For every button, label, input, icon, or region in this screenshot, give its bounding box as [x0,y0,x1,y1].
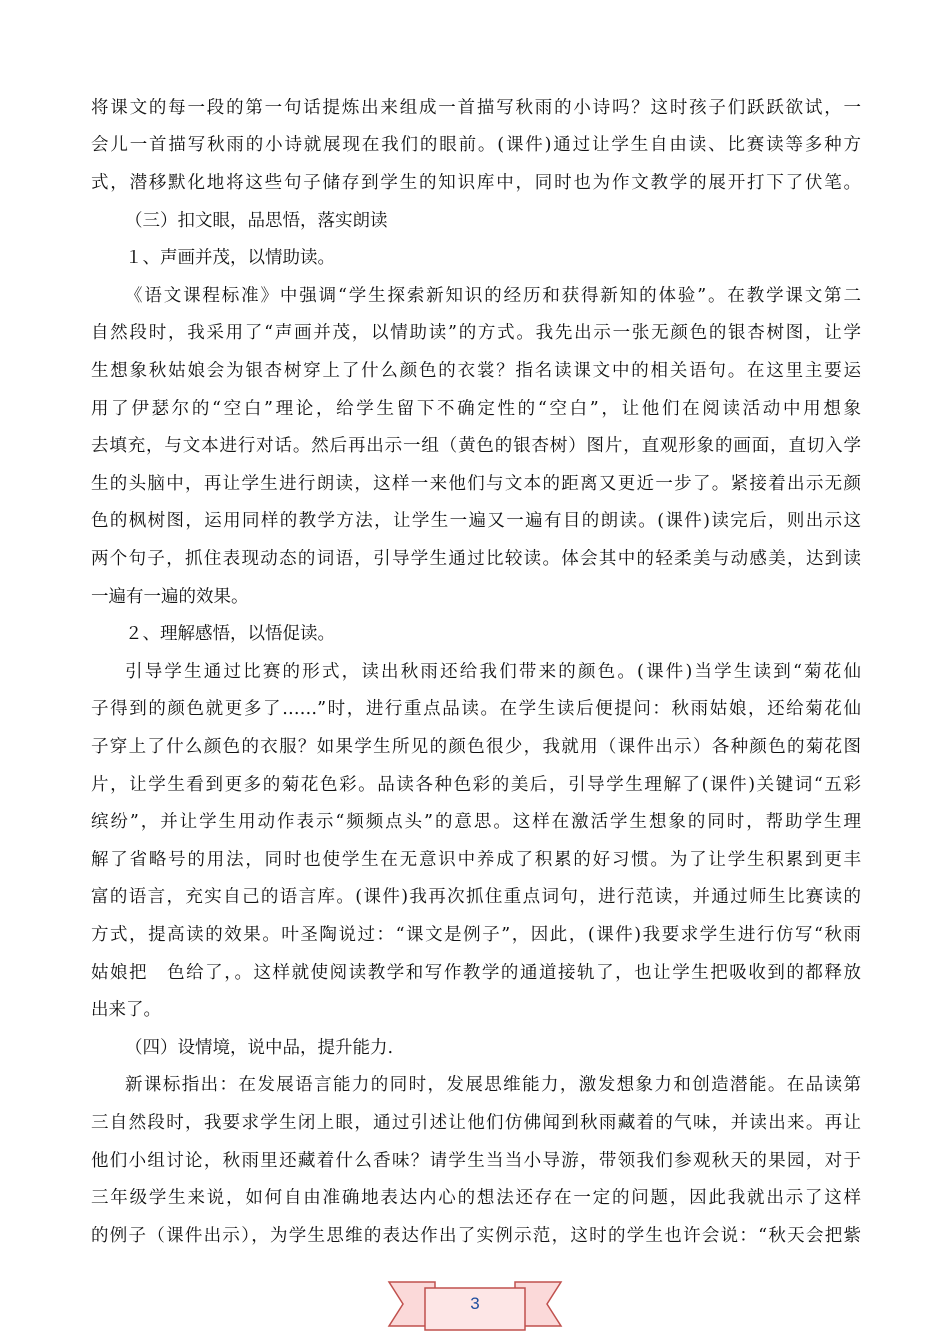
text-line: 子穿上了什么颜色的衣服？如果学生所见的颜色很少，我就用（课件出示）各种颜色的菊花图 [91,737,861,757]
text-line: 新课标指出：在发展语言能力的同时，发展思维能力，激发想象力和创造潜能。在品读第 [125,1075,861,1095]
sub-heading: ２、理解感悟，以悟促读。 [125,624,335,644]
text-line: 方式，提高读的效果。叶圣陶说过：“课文是例子”，因此，(课件)我要求学生进行仿写“秋雨 [91,925,861,945]
text-line: 姑娘把 色给了，。这样就使阅读教学和写作教学的通道接轨了，也让学生把吸收到的都释放 [91,963,861,983]
text-line: 的例子（课件出示），为学生思维的表达作出了实例示范，这时的学生也许会说：“秋天会把紫 [91,1226,861,1246]
text-line: 三自然段时，我要求学生闭上眼，通过引述让他们仿佛闻到秋雨藏着的气味，并读出来。再让 [91,1113,861,1133]
text-line: 两个句子，抓住表现动态的词语，引导学生通过比较读。体会其中的轻柔美与动感美，达到读 [91,549,861,569]
text-line: 出来了。 [91,1000,161,1020]
page-number: 3 [470,1294,480,1313]
text-line: 《语文课程标准》中强调“学生探索新知识的经历和获得新知的体验”。在教学课文第二 [125,286,861,306]
text-line: 片，让学生看到更多的菊花色彩。品读各种色彩的美后，引导学生理解了(课件)关键词“五彩 [91,775,861,795]
text-line: 去填充，与文本进行对话。然后再出示一组（黄色的银杏树）图片，直观形象的画面，直切入学 [91,436,861,456]
text-line: 解了省略号的用法，同时也使学生在无意识中养成了积累的好习惯。为了让学生积累到更丰 [91,850,861,870]
text-line: 会儿一首描写秋雨的小诗就展现在我们的眼前。(课件)通过让学生自由读、比赛读等多种方 [91,135,861,155]
text-line: 自然段时，我采用了“声画并茂，以情助读”的方式。我先出示一张无颜色的银杏树图，让学 [91,323,861,343]
text-line: 引导学生通过比赛的形式，读出秋雨还给我们带来的颜色。(课件)当学生读到“菊花仙 [125,662,861,682]
text-line: 缤纷”，并让学生用动作表示“频频点头”的意思。这样在激活学生想象的同时，帮助学生理 [91,812,861,832]
text-line: 他们小组讨论，秋雨里还藏着什么香味？请学生当当小导游，带领我们参观秋天的果园，对于 [91,1151,861,1171]
section-heading: （四）设情境，说中品，提升能力. [125,1038,394,1058]
text-line: 式，潜移默化地将这些句子储存到学生的知识库中，同时也为作文教学的展开打下了伏笔。 [91,173,861,193]
text-line: 生想象秋姑娘会为银杏树穿上了什么颜色的衣裳？指名读课文中的相关语句。在这里主要运 [91,361,861,381]
sub-heading: １、声画并茂，以情助读。 [125,248,335,268]
text-line: 富的语言，充实自己的语言库。(课件)我再次抓住重点词句，进行范读，并通过师生比赛读的 [91,887,861,907]
text-line: 色的枫树图，运用同样的教学方法，让学生一遍又一遍有目的朗读。(课件)读完后，则出示这 [91,511,861,531]
text-line: 子得到的颜色就更多了……”时，进行重点品读。在学生读后便提问：秋雨姑娘，还给菊花仙 [91,699,861,719]
section-heading: （三）扣文眼，品思悟，落实朗读 [125,211,388,231]
page-number-badge [385,1276,565,1336]
text-line: 生的头脑中，再让学生进行朗读，这样一来他们与文本的距离又更近一步了。紧接着出示无颜 [91,474,861,494]
text-line: 将课文的每一段的第一句话提炼出来组成一首描写秋雨的小诗吗？这时孩子们跃跃欲试，一 [91,98,861,118]
text-line: 一遍有一遍的效果。 [91,587,249,607]
text-line: 三年级学生来说，如何自由准确地表达内心的想法还存在一定的问题，因此我就出示了这样 [91,1188,861,1208]
text-line: 用了伊瑟尔的“空白”理论，给学生留下不确定性的“空白”，让他们在阅读活动中用想象 [91,399,861,419]
